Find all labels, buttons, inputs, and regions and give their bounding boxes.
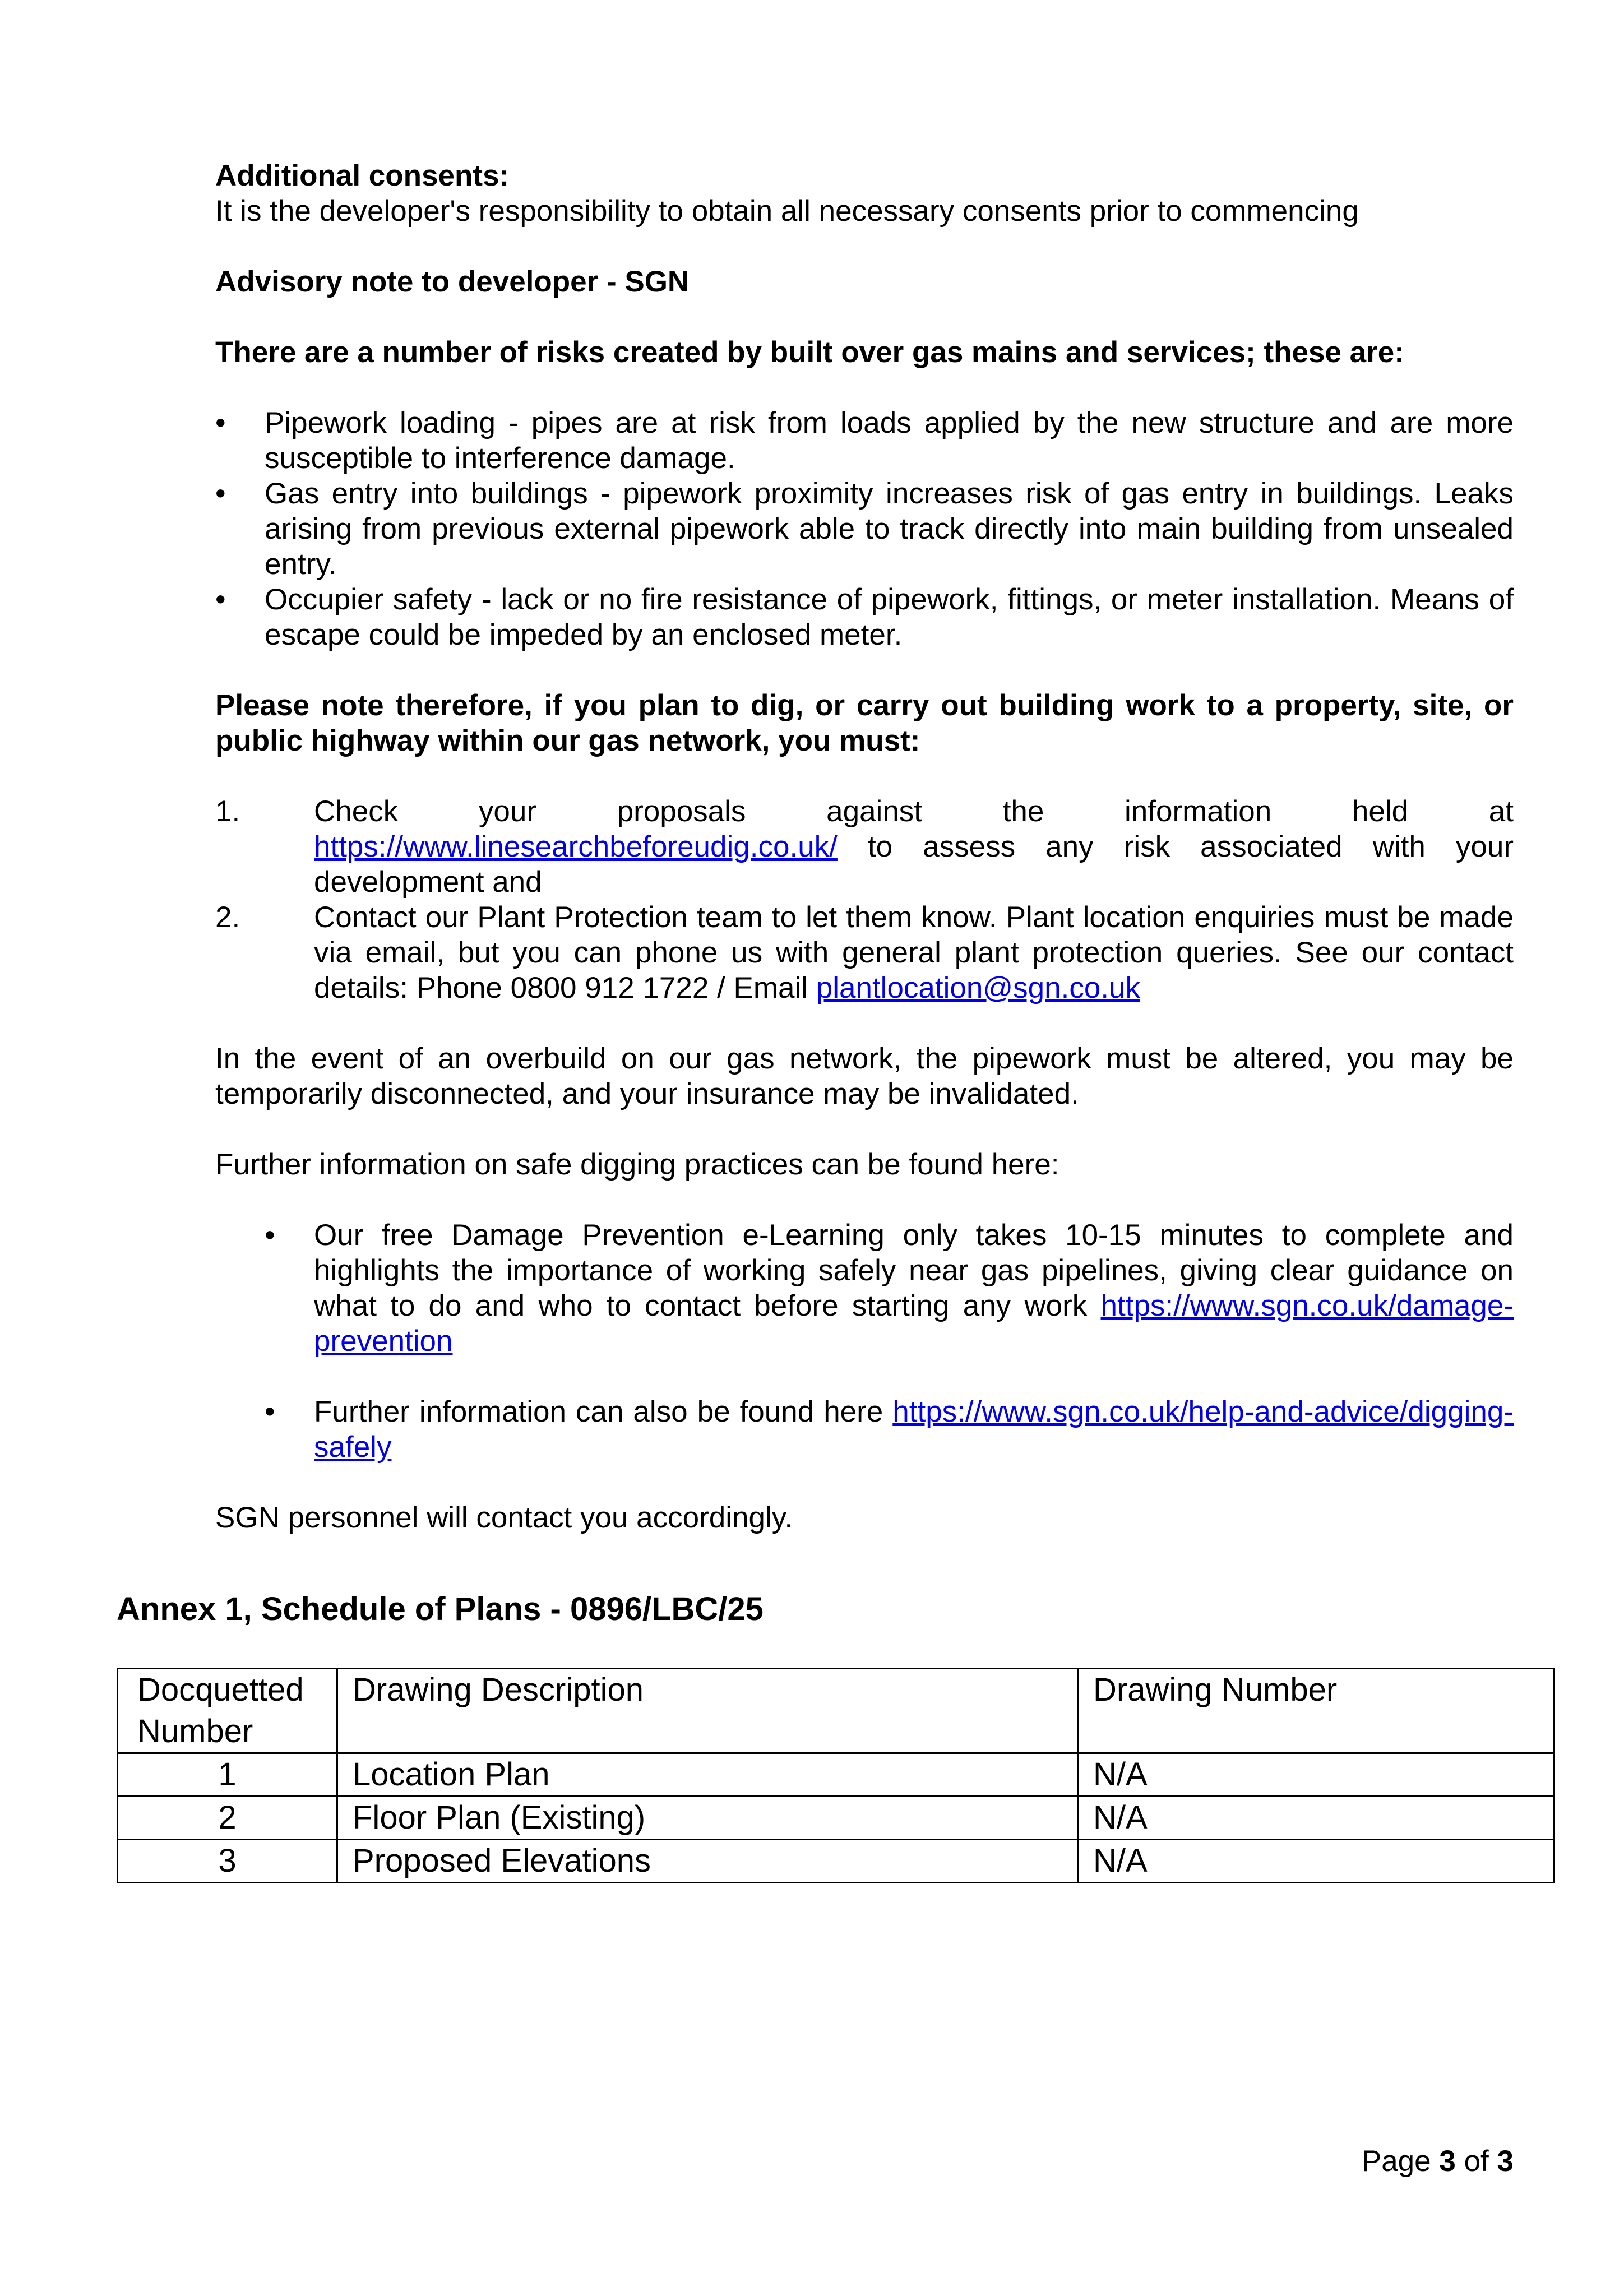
list-item (215, 582, 1514, 652)
header-drawing-number: Drawing Number (1078, 1669, 1554, 1753)
digging-safely-link[interactable]: https://www.sgn.co.uk/help-and-advice/digging-safely (314, 1395, 1514, 1464)
consents-text: It is the developer's responsibility to obtain all necessary consents prior to commencing (215, 195, 1359, 228)
advisory-section (215, 158, 1514, 1535)
step1-word: against (826, 795, 923, 828)
schedule-of-plans-table (117, 1668, 1555, 1883)
table-row (118, 1797, 1554, 1840)
cell-number: 1 (118, 1753, 337, 1797)
step1-word: the (1002, 795, 1044, 828)
overbuild-text: In the event of an overbuild on our gas network, the pipework must be altered, you may be temporarily disconnected, and your insurance may be invalidated. (215, 1042, 1514, 1110)
cell-number: 3 (118, 1840, 337, 1883)
risk-text: Occupier safety - lack or no fire resistance of pipework, fittings, or meter installation. Means of escape could be impeded by an enclosed meter. (265, 583, 1514, 651)
cell-description: Floor Plan (Existing) (337, 1797, 1078, 1840)
list-item (215, 1218, 1514, 1359)
bullet-icon: • (265, 1219, 275, 1252)
cell-drawing-number: N/A (1078, 1797, 1554, 1840)
step1-word: information (1125, 795, 1272, 828)
list-item (215, 794, 1514, 900)
bullet-icon: • (215, 477, 226, 510)
list-item (215, 476, 1514, 582)
step1-word: your (478, 795, 536, 828)
step2-text: Contact our Plant Protection team to let them know. Plant location enquiries must be made via email, but you can phone us with general plant protection queries. See our contact details: Phone 0800 912 1722 / Email (314, 901, 1514, 1004)
risks-list (215, 405, 1514, 652)
further-text: Further information can also be found here (314, 1395, 893, 1428)
total-pages: 3 (1497, 2145, 1514, 2178)
further-intro: Further information on safe digging practices can be found here: (215, 1148, 1059, 1181)
risk-text: Gas entry into buildings - pipework proximity increases risk of gas entry in buildings. Leaks arising from previous external pipework able to track directly into main building from unsealed entry. (265, 477, 1514, 581)
risks-intro: There are a number of risks created by built over gas mains and services; these are: (215, 336, 1404, 369)
list-item (215, 1394, 1514, 1465)
list-item (215, 900, 1514, 1006)
cell-description: Location Plan (337, 1753, 1078, 1797)
cell-description: Proposed Elevations (337, 1840, 1078, 1883)
step1-word: at (1488, 795, 1514, 828)
elearning-text: Our free Damage Prevention e-Learning only takes 10-15 minutes to complete and highlights the importance of working safely near gas pipelines, giving clear guidance on what to do and who to contact before starting any work (314, 1219, 1514, 1322)
table-row (118, 1753, 1554, 1797)
header-docquetted-number: Docquetted Number (118, 1669, 337, 1753)
annex-title: Annex 1, Schedule of Plans - 0896/LBC/25 (117, 1591, 764, 1627)
linesearch-link[interactable]: https://www.linesearchbeforeudig.co.uk/ (314, 830, 838, 863)
bullet-icon: • (265, 1395, 275, 1428)
step1-rest: to assess any risk associated with your development and (314, 830, 1514, 899)
advisory-heading: Advisory note to developer - SGN (215, 265, 690, 298)
table-header-row (118, 1669, 1554, 1753)
bullet-icon: • (215, 406, 226, 439)
cell-drawing-number: N/A (1078, 1840, 1554, 1883)
risk-text: Pipework loading - pipes are at risk from loads applied by the new structure and are more susceptible to interference damage. (265, 406, 1514, 475)
please-note: Please note therefore, if you plan to dig, or carry out building work to a property, site, or public highway within our gas network, you must: (215, 689, 1514, 757)
header-drawing-description: Drawing Description (337, 1669, 1078, 1753)
cell-drawing-number: N/A (1078, 1753, 1554, 1797)
page-word: Page (1361, 2145, 1440, 2178)
damage-prevention-link[interactable]: https://www.sgn.co.uk/damage-prevention (314, 1289, 1514, 1358)
closing-text: SGN personnel will contact you accordingly. (215, 1501, 793, 1534)
table-row (118, 1840, 1554, 1883)
cell-number: 2 (118, 1797, 337, 1840)
step1-word: held (1352, 795, 1409, 828)
current-page: 3 (1439, 2145, 1456, 2178)
step-number: 1. (215, 795, 240, 828)
of-word: of (1455, 2145, 1497, 2178)
consents-heading: Additional consents: (215, 159, 510, 192)
step1-word: proposals (617, 795, 746, 828)
plantlocation-email-link[interactable]: plantlocation@sgn.co.uk (816, 971, 1141, 1004)
list-item (215, 405, 1514, 476)
bullet-icon: • (215, 583, 226, 616)
step-number: 2. (215, 901, 240, 934)
steps-list (215, 794, 1514, 1006)
step1-word: Check (314, 795, 399, 828)
step1-first-line (314, 794, 1514, 829)
page-number (1362, 2144, 1514, 2179)
further-list (215, 1218, 1514, 1465)
